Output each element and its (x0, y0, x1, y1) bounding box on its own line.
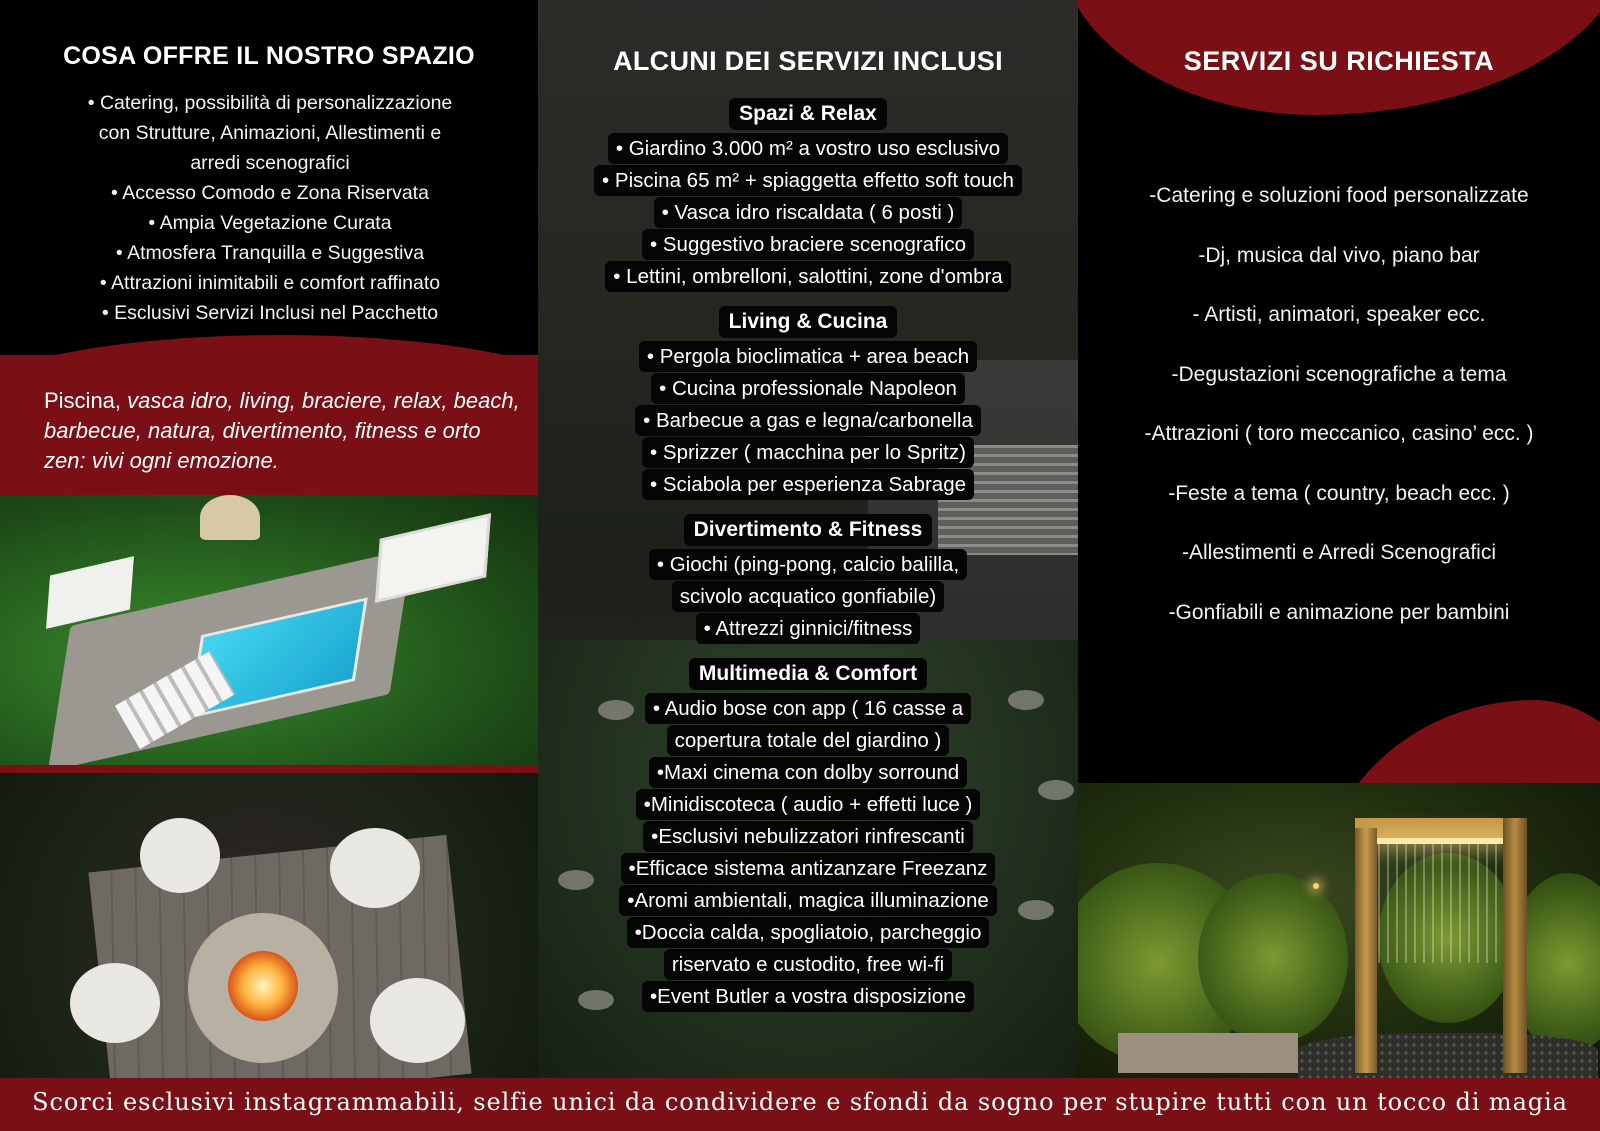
service-item: •Esclusivi nebulizzatori rinfrescanti (643, 821, 973, 852)
section-heading: Multimedia & Comfort (689, 658, 927, 690)
service-item: • Attrezzi ginnici/fitness (696, 613, 921, 644)
service-item: copertura totale del giardino ) (667, 725, 950, 756)
on-request-item: -Feste a tema ( country, beach ecc. ) (1168, 481, 1510, 505)
pergola (375, 513, 491, 603)
middle-panel (538, 0, 1078, 1078)
service-item: • Sprizzer ( macchina per lo Spritz) (642, 437, 974, 468)
fountain-frame-top (1355, 818, 1527, 838)
on-request-item: -Degustazioni scenografiche a tema (1171, 362, 1507, 386)
section-heading: Spazi & Relax (729, 98, 887, 130)
planter (1118, 1033, 1298, 1073)
bean-seat (330, 828, 420, 908)
offer-item: con Strutture, Animazioni, Allestimenti e (98, 122, 442, 144)
service-item: • Suggestivo braciere scenografico (642, 229, 974, 260)
fountain-frame-left (1355, 828, 1377, 1073)
on-request-item: -Attrazioni ( toro meccanico, casino’ ecc. ) (1144, 422, 1534, 445)
offer-item: • Atmosfera Tranquilla e Suggestiva (115, 242, 425, 264)
service-item: • Lettini, ombrelloni, salottini, zone d'ombra (605, 261, 1010, 292)
bean-seat (370, 978, 465, 1063)
footer-tagline: Scorci esclusivi instagrammabili, selfie unici da condividere e sfondi da sogno per stupire tutti con un tocco di magia (32, 1088, 1568, 1116)
section-spazi-relax (538, 98, 1078, 292)
service-item: • Sciabola per esperienza Sabrage (642, 469, 974, 500)
tagline-plain: Piscina, (44, 388, 122, 413)
bean-seat (140, 818, 220, 893)
right-panel (1078, 0, 1600, 1078)
section-divertimento-fitness (538, 514, 1078, 644)
offer-item: • Esclusivi Servizi Inclusi nel Pacchetto (101, 302, 439, 324)
offer-item: • Catering, possibilità di personalizzazione (87, 92, 453, 114)
service-item: • Piscina 65 m² + spiaggetta effetto soft touch (594, 165, 1022, 196)
offer-item: • Ampia Vegetazione Curata (148, 212, 392, 234)
service-item: • Barbecue a gas e legna/carbonella (635, 405, 981, 436)
section-heading: Living & Cucina (719, 306, 898, 338)
gazebo (200, 495, 260, 540)
emotion-tagline (44, 386, 524, 476)
service-item: scivolo acquatico gonfiabile) (672, 581, 944, 612)
fountain-photo (1078, 783, 1600, 1078)
water-curtain (1378, 843, 1502, 963)
on-request-item: -Catering e soluzioni food personalizzate (1149, 184, 1529, 207)
pebble-bed (1298, 1033, 1598, 1078)
on-request-item: -Dj, musica dal vivo, piano bar (1198, 243, 1480, 267)
firepit-photo (0, 773, 538, 1078)
divider (0, 765, 538, 773)
fountain-light (1377, 838, 1503, 844)
pool-aerial-photo (0, 495, 538, 765)
included-services-title: ALCUNI DEI SERVIZI INCLUSI (613, 46, 1003, 76)
service-item: • Vasca idro riscaldata ( 6 posti ) (654, 197, 963, 228)
on-request-title: SERVIZI SU RICHIESTA (1183, 46, 1495, 76)
service-item: •Event Butler a vostra disposizione (642, 981, 974, 1012)
service-item: • Giardino 3.000 m² a vostro uso esclusivo (608, 133, 1008, 164)
service-item: • Giochi (ping-pong, calcio balilla, (649, 549, 967, 580)
service-item: •Aromi ambientali, magica illuminazione (619, 885, 997, 916)
offer-item: • Attrazioni inimitabili e comfort raffinato (99, 272, 441, 294)
section-living-cucina (538, 306, 1078, 500)
offer-title: COSA OFFRE IL NOSTRO SPAZIO (63, 42, 475, 70)
on-request-item: -Allestimenti e Arredi Scenografici (1182, 541, 1496, 564)
bush (1198, 873, 1348, 1043)
left-panel (0, 0, 538, 1078)
service-item: • Cucina professionale Napoleon (651, 373, 965, 404)
service-item: •Maxi cinema con dolby sorround (649, 757, 967, 788)
offer-list (40, 88, 500, 328)
included-services-list (538, 98, 1078, 1026)
tagline-italic: vasca idro, living, braciere, relax, beach, barbecue, natura, divertimento, fitness e orto zen: vivi ogni emozione. (44, 388, 520, 473)
on-request-list (1078, 184, 1600, 660)
bean-seat (70, 963, 160, 1043)
on-request-item: -Gonfiabili e animazione per bambini (1168, 600, 1510, 624)
footer-band (0, 1078, 1600, 1131)
service-item: •Doccia calda, spogliatoio, parcheggio (627, 917, 990, 948)
service-item: •Efficace sistema antizanzare Freezanz (621, 853, 996, 884)
service-item: •Minidiscoteca ( audio + effetti luce ) (636, 789, 981, 820)
section-heading: Divertimento & Fitness (684, 514, 933, 546)
garden-lamp (1313, 883, 1319, 889)
offer-item: • Accesso Comodo e Zona Riservata (111, 182, 429, 204)
service-item: • Pergola bioclimatica + area beach (639, 341, 977, 372)
service-item: • Audio bose con app ( 16 casse a (645, 693, 971, 724)
section-multimedia-comfort (538, 658, 1078, 1012)
on-request-item: - Artisti, animatori, speaker ecc. (1192, 303, 1486, 326)
offer-item: arredi scenografici (190, 152, 350, 174)
service-item: riservato e custodito, free wi-fi (664, 949, 952, 980)
fountain-frame-right (1503, 818, 1527, 1073)
fire (228, 951, 298, 1021)
